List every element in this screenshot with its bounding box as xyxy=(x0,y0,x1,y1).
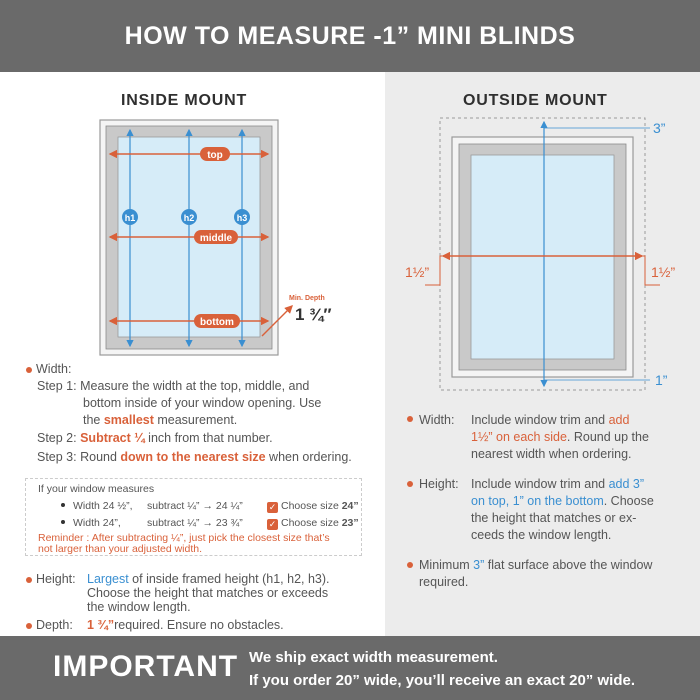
outside-mount-title: OUTSIDE MOUNT xyxy=(463,92,608,109)
minimum-line2: required. xyxy=(419,575,469,589)
height-line1: Largest of inside framed height (h1, h2, h3). xyxy=(87,572,330,586)
footer-line-2: If you order 20” wide, you’ll receive an exact 20” wide. xyxy=(249,672,635,689)
inside-mount-title: INSIDE MOUNT xyxy=(121,92,248,109)
width-bullet xyxy=(26,367,32,373)
example-row-1: Width 24 ½”, subtract ¼” → 24 ¼” ✓ Choose size 24” xyxy=(61,500,359,513)
depth-line: 1 ¾”required. Ensure no obstacles. xyxy=(87,618,284,632)
inside-mount-diagram xyxy=(0,110,385,360)
minimum-bullet xyxy=(407,562,413,568)
outside-width-line2: 1½” on each side. Round up the xyxy=(471,430,649,444)
outside-height-bullet xyxy=(407,481,413,487)
height-line2: Choose the height that matches or exceeds xyxy=(87,586,329,600)
top-label: top xyxy=(207,150,223,161)
check-icon: ✓ xyxy=(268,519,277,529)
depth-bullet xyxy=(26,623,32,629)
minimum-line1: Minimum 3” flat surface above the window xyxy=(419,558,653,572)
step1-line1: Step 1: Measure the width at the top, middle, and xyxy=(37,379,310,393)
important-heading: IMPORTANT xyxy=(53,650,239,683)
example-title: If your window measures xyxy=(38,483,155,495)
depth-value-label: 1 ¾″ xyxy=(295,305,332,324)
outside-top-label: 3” xyxy=(653,120,666,136)
inside-height-heading: Height: xyxy=(36,572,76,586)
height-line3: the window length. xyxy=(87,600,191,614)
page-title: HOW TO MEASURE -1” MINI BLINDS xyxy=(124,21,576,50)
outside-height-line3: the height that matches or ex- xyxy=(471,511,637,525)
example-row-2: Width 24”, subtract ¼” → 23 ¾” ✓ Choose size 23” xyxy=(61,517,359,530)
h3-label: h3 xyxy=(236,213,248,223)
inside-depth-heading: Depth: xyxy=(36,618,73,632)
outside-height-heading: Height: xyxy=(419,477,459,491)
step2-line: Step 2: Subtract ¼ inch from that number. xyxy=(37,431,273,445)
min-depth-label: Min. Depth xyxy=(289,295,325,302)
outside-bottom-label: 1” xyxy=(655,372,668,388)
outside-width-heading: Width: xyxy=(419,413,455,427)
outside-width-line1: Include window trim and add xyxy=(471,413,630,427)
footer-line-1: We ship exact width measurement. xyxy=(249,649,498,666)
step1-line3: the smallest measurement. xyxy=(83,413,238,427)
outside-right-label: 1½” xyxy=(651,264,676,280)
example-box xyxy=(25,478,362,556)
h1-label: h1 xyxy=(124,213,136,223)
page-header xyxy=(0,0,700,72)
outside-height-line4: ceeds the window length. xyxy=(471,528,612,542)
outside-height-line1: Include window trim and add 3” xyxy=(471,477,645,491)
bottom-label: bottom xyxy=(200,317,234,328)
outside-height-line2: on top, 1” on the bottom. Choose xyxy=(471,494,654,508)
step3-line: Step 3: Round down to the nearest size when ordering. xyxy=(37,450,352,464)
example-reminder-1: Reminder : After subtracting ¼”, just pick the closest size that’s xyxy=(38,532,330,544)
outside-width-bullet xyxy=(407,416,413,422)
example-reminder-2: not larger than your adjusted width. xyxy=(38,543,203,555)
important-footer xyxy=(0,636,700,700)
outside-glass xyxy=(471,155,614,359)
inside-width-heading: Width: xyxy=(36,362,72,376)
outside-width-line3: nearest width when ordering. xyxy=(471,447,632,461)
outside-left-label: 1½” xyxy=(405,264,430,280)
step1-line2: bottom inside of your window opening. Use xyxy=(83,396,322,410)
outside-mount-diagram xyxy=(385,110,700,395)
h2-label: h2 xyxy=(183,213,195,223)
check-icon: ✓ xyxy=(268,502,277,512)
middle-label: middle xyxy=(199,233,233,244)
height-bullet xyxy=(26,577,32,583)
